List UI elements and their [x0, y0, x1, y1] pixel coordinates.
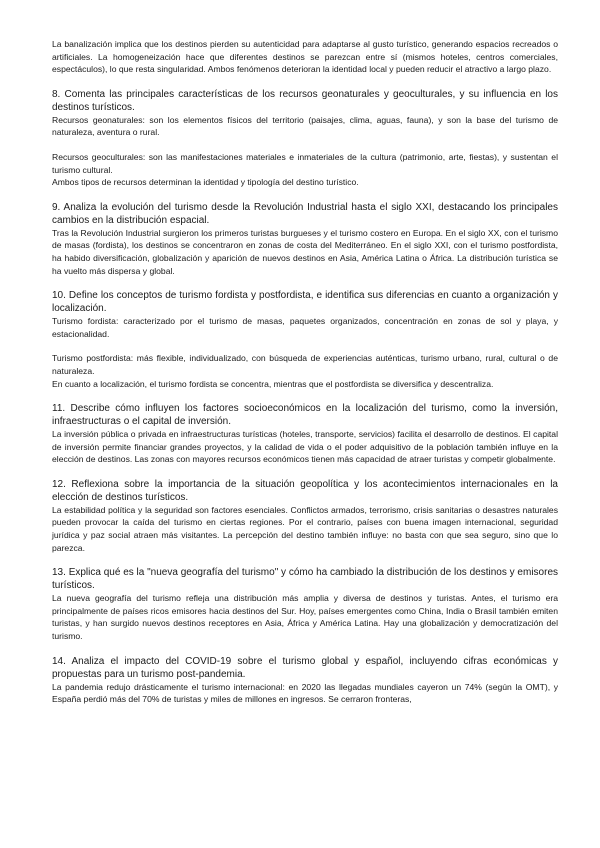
- section-12: [52, 478, 558, 554]
- section-14: [52, 655, 558, 706]
- section-9: [52, 201, 558, 277]
- question-10: 10. Define los conceptos de turismo fordista y postfordista, e identifica sus diferencias en cuanto a organización y localización.: [52, 290, 558, 315]
- question-8: 8. Comenta las principales características de los recursos geonaturales y geoculturales, y su influencia en los destinos turísticos.: [52, 88, 558, 113]
- answer-paragraph: La inversión pública o privada en infraestructuras turísticas (hoteles, transporte, servicios) facilita el desarrollo de destinos. El capital de inversión permite financiar grandes proyectos, y la calidad de vida o el poder adquisitivo de la población también influye en la elección de destinos. Las zonas con mayores recursos económicos tienen más capacidad de atraer turistas y competir globalmente.: [52, 429, 558, 465]
- document-page: [52, 38, 558, 706]
- section-11: [52, 402, 558, 466]
- answer-paragraph: Tras la Revolución Industrial surgieron los primeros turistas burgueses y el turismo costero en Europa. En el siglo XX, con el turismo de masas (fordista), los destinos se concentraron en zonas de costa del Mediterráneo. En el siglo XXI, con el turismo postfordista, ha habido diversificación, globalización y aparición de nuevos destinos en Asia, América Latina o África. La distribución turística se ha vuelto más dispersa y global.: [52, 227, 558, 276]
- question-11: 11. Describe cómo influyen los factores socioeconómicos en la localización del turismo, como la inversión, infraestructuras o el capital de inversión.: [52, 403, 558, 428]
- question-14: 14. Analiza el impacto del COVID-19 sobre el turismo global y español, incluyendo cifras económicas y propuestas para un turismo post-pandemia.: [52, 655, 558, 680]
- section-10: [52, 289, 558, 390]
- section-8: [52, 88, 558, 189]
- answer-paragraph: En cuanto a localización, el turismo fordista se concentra, mientras que el postfordista se diversifica y descentraliza.: [52, 378, 494, 389]
- question-9: 9. Analiza la evolución del turismo desde la Revolución Industrial hasta el siglo XXI, destacando los principales cambios en la distribución espacial.: [52, 201, 558, 226]
- answer-paragraph: Recursos geoculturales: son las manifestaciones materiales e inmateriales de la cultura (patrimonio, arte, fiestas), y sustentan el turismo cultural.: [52, 151, 558, 175]
- question-13: 13. Explica qué es la "nueva geografía del turismo" y cómo ha cambiado la distribución de los destinos y emisores turísticos.: [52, 567, 558, 592]
- question-12: 12. Reflexiona sobre la importancia de la situación geopolítica y los acontecimientos internacionales en la elección de destinos turísticos.: [52, 478, 558, 503]
- section-13: [52, 566, 558, 642]
- answer-paragraph: Turismo fordista: caracterizado por el turismo de masas, paquetes organizados, concentración en zonas de sol y playa, y estacionalidad.: [52, 316, 558, 339]
- answer-paragraph: La pandemia redujo drásticamente el turismo internacional: en 2020 las llegadas mundiales cayeron un 74% (según la OMT), y España perdió más del 70% de turistas y miles de millones en ingresos. Se cerraron fronteras,: [52, 681, 558, 705]
- answer-paragraph: Ambos tipos de recursos determinan la identidad y tipología del destino turístico.: [52, 177, 359, 188]
- answer-paragraph: Recursos geonaturales: son los elementos físicos del territorio (paisajes, clima, aguas, fauna), y son la base del turismo de naturaleza, aventura o rural.: [52, 114, 558, 138]
- answer-paragraph: La nueva geografía del turismo refleja una distribución más amplia y diversa de destinos y turistas. Antes, el turismo era principalmente de países ricos emisores hacia destinos del Sur. Hoy, países emergentes como China, India o Brasil también emiten turistas, y han surgido nuevos destinos receptores en Asia, África y América Latina. Hay una globalización y democratización del turismo.: [52, 593, 558, 642]
- answer-paragraph: La estabilidad política y la seguridad son factores esenciales. Conflictos armados, terrorismo, crisis sanitarias o desastres naturales pueden provocar la caída del turismo en ciertas regiones. Por el contrario, países con buena imagen internacional, seguridad jurídica y paz social atraen más visitantes. La percepción del destino también influye: no basta con que sea seguro, sino que lo parezca.: [52, 504, 558, 553]
- intro-paragraph: La banalización implica que los destinos pierden su autenticidad para adaptarse al gusto turístico, generando espacios recreados o artificiales. La homogeneización hace que diferentes destinos se parezcan entre sí (mismos hoteles, centros comerciales, espectáculos), lo que resta singularidad. Ambos fenómenos deterioran la identidad local y pueden reducir el atractivo a largo plazo.: [52, 39, 558, 75]
- answer-paragraph: Turismo postfordista: más flexible, individualizado, con búsqueda de experiencias auténticas, turismo urbano, rural, cultural o de naturaleza.: [52, 353, 558, 376]
